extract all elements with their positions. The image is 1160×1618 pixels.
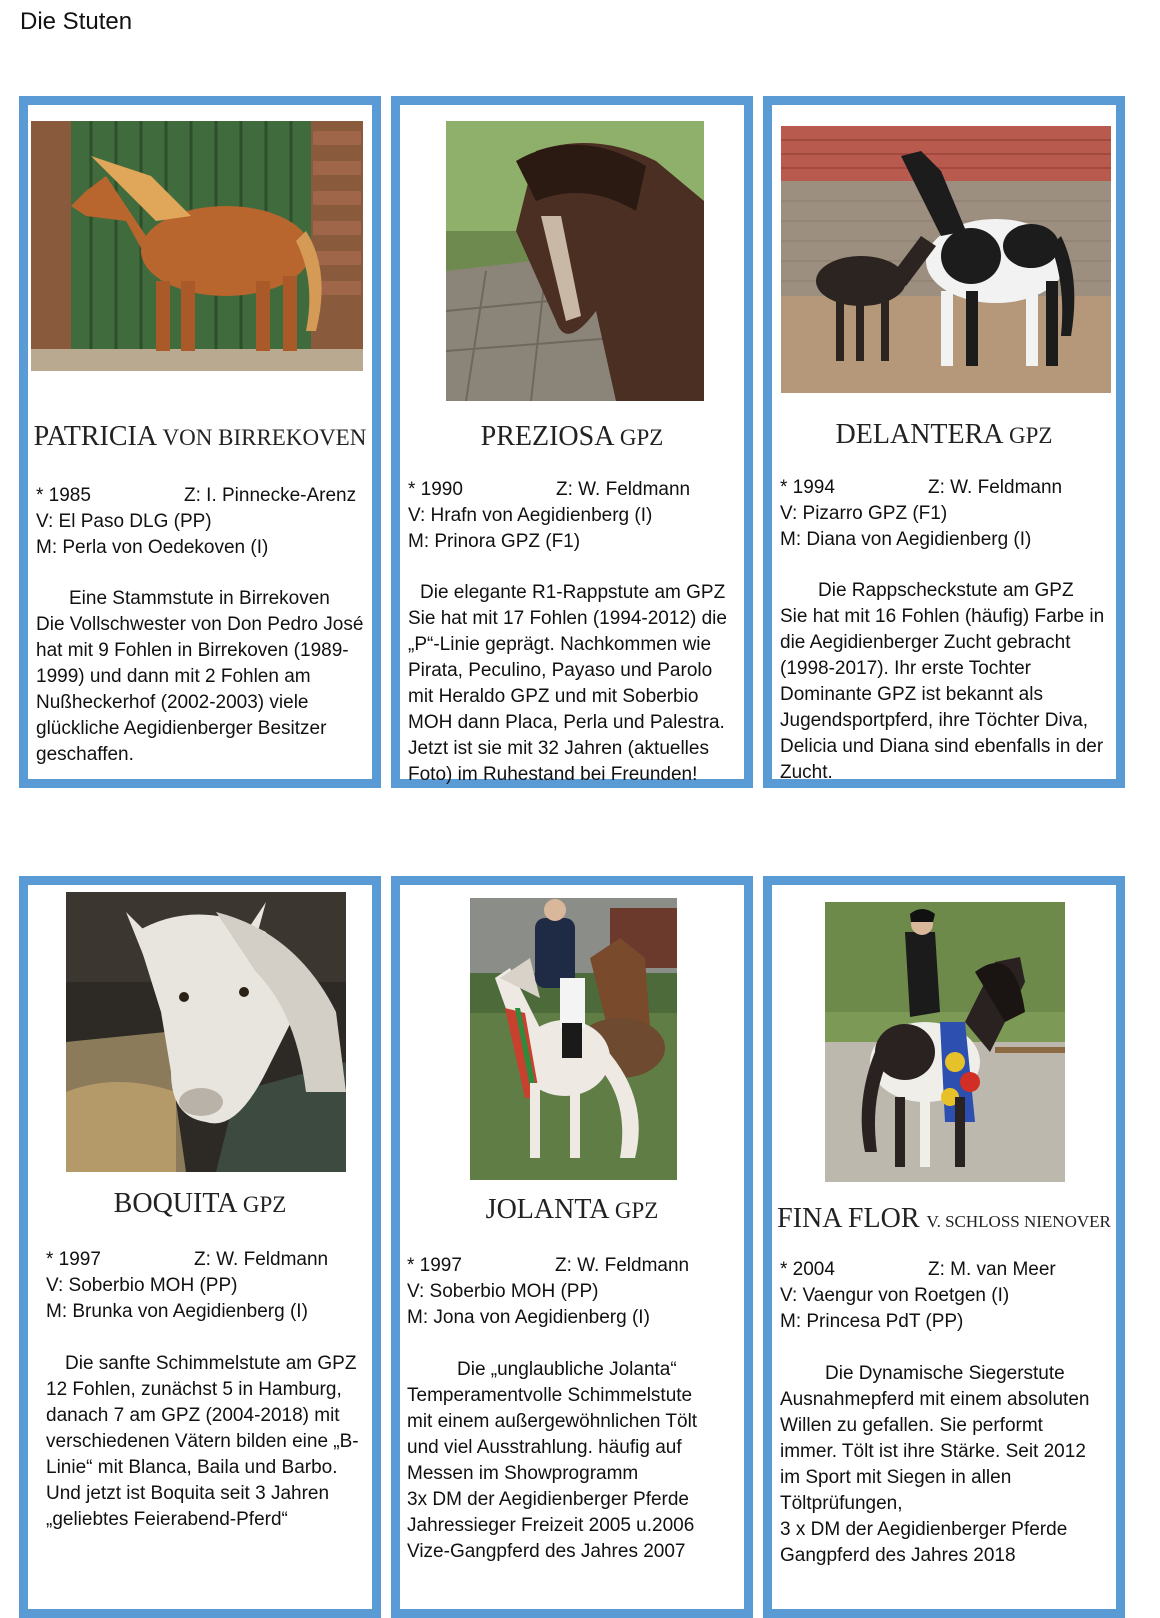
description-line: Töltprüfungen, [780,1493,903,1514]
mare-name [28,1188,372,1220]
description-lead: Die elegante R1-Rappstute am GPZ [420,582,726,603]
dam: M: Jona von Aegidienberg (I) [407,1307,650,1328]
description-line: Ausnahmepferd mit einem absoluten [780,1389,1090,1410]
birth-year: * 1994 [780,477,835,498]
description-line: Delicia und Diana sind ebenfalls in der [780,736,1104,757]
description-line: Vize-Gangpferd des Jahres 2007 [407,1541,686,1562]
mare-card-fina-flor [763,876,1125,1618]
description-line: Nußheckerhof (2002-2003) viele [36,692,309,713]
description-line: Zucht. [780,762,833,783]
description-line: immer. Tölt ist ihre Stärke. Seit 2012 [780,1441,1086,1462]
description-line: MOH dann Placa, Perla und Palestra. [408,712,725,733]
description [46,1351,366,1533]
dam: M: Diana von Aegidienberg (I) [780,529,1032,550]
description-line: mit Heraldo GPZ und mit Soberbio [408,686,699,707]
pedigree [780,475,1110,553]
description-line: im Sport mit Siegen in allen [780,1467,1012,1488]
mare-card-delantera [763,96,1125,788]
birth-year: * 1990 [408,479,463,500]
pinto-horse-with-rider-and-ribbons-photo [825,902,1065,1182]
pedigree [36,483,366,561]
description-line: Jugendsportpferd, ihre Töchter Diva, [780,710,1089,731]
description-line: Und jetzt ist Boquita seit 3 Jahren [46,1483,330,1504]
birth-year: * 1997 [46,1249,101,1270]
mare-name [400,421,744,453]
pedigree [46,1247,366,1325]
breeder: Z: W. Feldmann [194,1249,329,1270]
pedigree [407,1253,738,1331]
mare-name-suffix: GPZ [619,425,664,450]
mare-name [400,1194,744,1226]
birth-year: * 2004 [780,1259,835,1280]
description-lead: Die sanfte Schimmelstute am GPZ [65,1353,357,1374]
description-lead: Die „unglaubliche Jolanta“ [457,1359,677,1380]
description [407,1357,738,1565]
description [36,586,366,768]
description-line: 3 x DM der Aegidienberger Pferde [780,1519,1068,1540]
description-line: Pirata, Peculino, Payaso und Parolo [408,660,713,681]
mare-name-suffix: GPZ [614,1198,659,1223]
description-lead: Die Dynamische Siegerstute [825,1363,1065,1384]
description-line: „P“-Linie geprägt. Nachkommen wie [408,634,712,655]
chestnut-horse-photo [31,121,363,371]
description-line: geschaffen. [36,744,134,765]
mare-name-main: DELANTERA [835,419,1002,450]
sire: V: Soberbio MOH (PP) [407,1281,599,1302]
mare-card-patricia [19,96,381,788]
description-line: Gangpferd des Jahres 2018 [780,1545,1016,1566]
mare-card-boquita [19,876,381,1618]
description-line: Die Vollschwester von Don Pedro José [36,614,364,635]
description [780,578,1110,786]
dark-horse-portrait-photo [446,121,704,401]
description-line: (1998-2017). Ihr erste Tochter [780,658,1032,679]
dam: M: Perla von Oedekoven (I) [36,537,269,558]
mare-name-suffix: GPZ [1008,423,1053,448]
description-line: Temperamentvolle Schimmelstute [407,1385,693,1406]
sire: V: Hrafn von Aegidienberg (I) [408,505,653,526]
mare-name [764,1203,1124,1235]
mare-name [772,419,1116,451]
description [780,1361,1110,1569]
description-line: Messen im Showprogramm [407,1463,639,1484]
description-line: hat mit 9 Fohlen in Birrekoven (1989- [36,640,349,661]
mare-name-suffix: VON BIRREKOVEN [162,425,367,450]
description-line: mit einem außergewöhnlichen Tölt [407,1411,698,1432]
description-line: die Aegidienberger Zucht gebracht [780,632,1071,653]
sire: V: Vaengur von Roetgen (I) [780,1285,1010,1306]
description [408,580,738,788]
description-line: Willen zu gefallen. Sie performt [780,1415,1043,1436]
mare-card-preziosa [391,96,753,788]
pedigree [780,1257,1110,1335]
description-line: Sie hat mit 16 Fohlen (häufig) Farbe in [780,606,1105,627]
mare-name [28,421,372,453]
description-line: Sie hat mit 17 Fohlen (1994-2012) die [408,608,727,629]
sire: V: Soberbio MOH (PP) [46,1275,238,1296]
dam: M: Princesa PdT (PP) [780,1311,964,1332]
mare-name-main: BOQUITA [113,1188,236,1219]
breeder: Z: W. Feldmann [556,479,691,500]
description-line: glückliche Aegidienberger Besitzer [36,718,327,739]
mare-name-suffix: GPZ [242,1192,287,1217]
description-line: 1999) und dann mit 2 Fohlen am [36,666,311,687]
birth-year: * 1985 [36,485,91,506]
dam: M: Prinora GPZ (F1) [408,531,581,552]
pedigree [408,477,738,555]
mare-name-main: FINA FLOR [777,1203,920,1234]
description-line: Foto) im Ruhestand bei Freunden! [408,764,698,785]
description-line: 12 Fohlen, zunächst 5 in Hamburg, [46,1379,342,1400]
breeder: Z: W. Feldmann [555,1255,690,1276]
pinto-mare-with-foal-photo [781,126,1111,393]
description-line: verschiedenen Vätern bilden eine „B- [46,1431,359,1452]
description-line: Jetzt ist sie mit 32 Jahren (aktuelles [408,738,709,759]
description-line: 3x DM der Aegidienberger Pferde [407,1489,689,1510]
description-line: Linie“ mit Blanca, Baila und Barbo. [46,1457,338,1478]
grey-horse-in-stable-photo [66,892,346,1172]
description-line: Jahressieger Freizeit 2005 u.2006 [407,1515,695,1536]
sire: V: Pizarro GPZ (F1) [780,503,948,524]
description-lead: Eine Stammstute in Birrekoven [69,588,330,609]
mare-name-main: JOLANTA [485,1194,608,1225]
grey-horse-with-rider-photo [470,898,677,1180]
description-line: und viel Ausstrahlung. häufig auf [407,1437,682,1458]
page-title: Die Stuten [20,8,133,35]
mare-card-jolanta [391,876,753,1618]
dam: M: Brunka von Aegidienberg (I) [46,1301,308,1322]
mare-name-main: PATRICIA [33,421,156,452]
description-lead: Die Rappscheckstute am GPZ [818,580,1074,601]
description-line: danach 7 am GPZ (2004-2018) mit [46,1405,340,1426]
description-line: Dominante GPZ ist bekannt als [780,684,1043,705]
mare-name-main: PREZIOSA [480,421,613,452]
breeder: Z: M. van Meer [928,1259,1056,1280]
description-line: „geliebtes Feierabend-Pferd“ [46,1509,288,1530]
sire: V: El Paso DLG (PP) [36,511,212,532]
breeder: Z: W. Feldmann [928,477,1063,498]
birth-year: * 1997 [407,1255,462,1276]
mare-name-suffix: V. SCHLOSS NIENOVER [926,1212,1111,1231]
breeder: Z: I. Pinnecke-Arenz [184,485,357,506]
